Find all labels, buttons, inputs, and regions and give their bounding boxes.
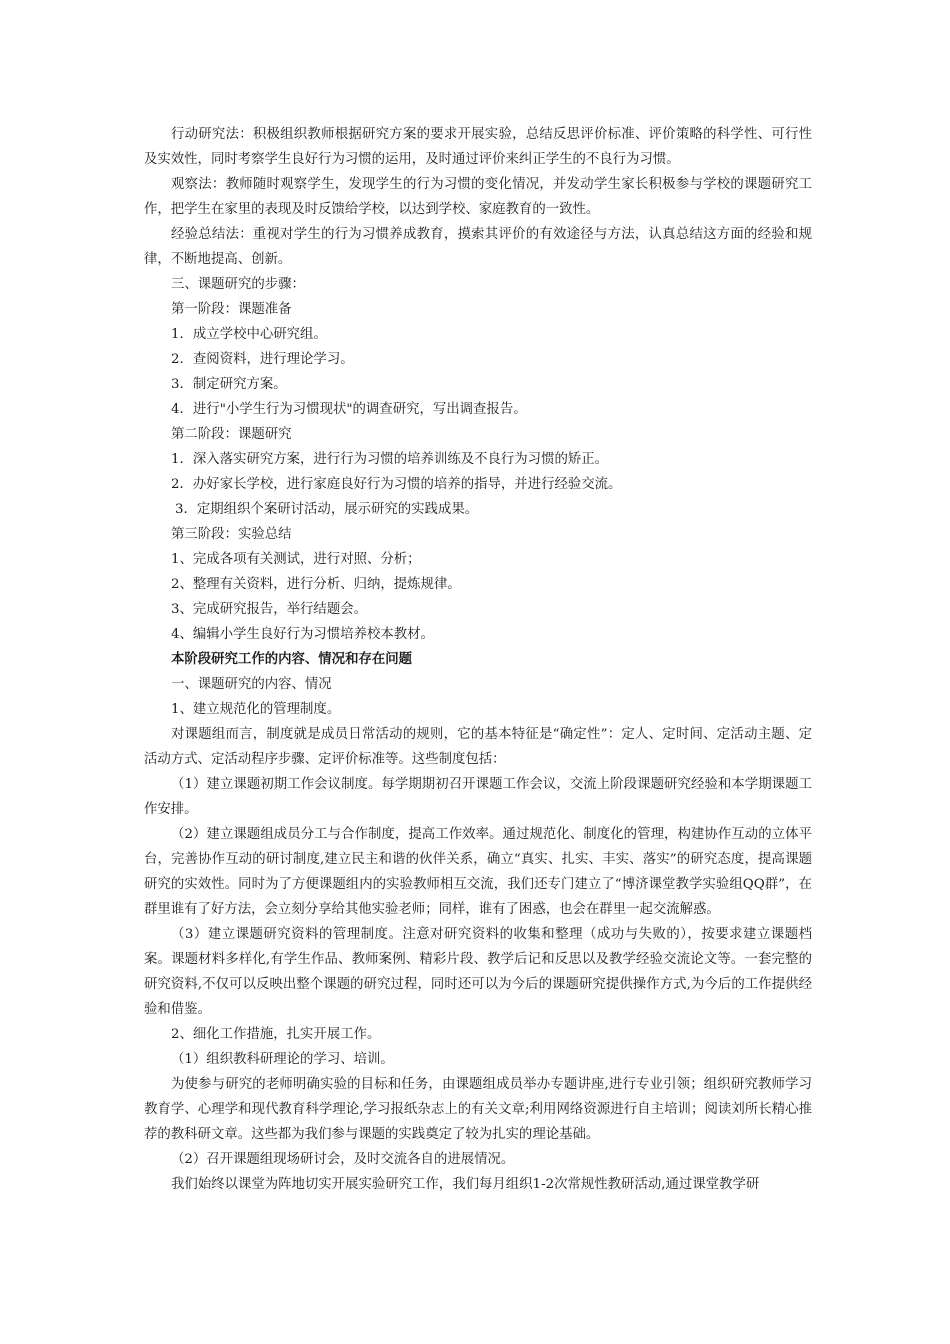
subsection-heading-management: 1、建立规范化的管理制度。	[171, 702, 341, 717]
stage-heading-2: 第二阶段：课题研究	[171, 427, 292, 442]
section-heading-current-stage: 本阶段研究工作的内容、情况和存在问题	[171, 651, 413, 667]
section-heading-steps: 三、课题研究的步骤：	[171, 277, 305, 292]
list-item: 3．定期组织个案研讨活动，展示研究的实践成果。	[175, 502, 479, 517]
subsection-heading-measures: 2、细化工作措施，扎实开展工作。	[171, 1027, 381, 1042]
paragraph-rule-2: （2）建立课题组成员分工与合作制度，提高工作效率。通过规范化、制度化的管理，构建协作互动的立体平台，完善协作互动的研讨制度,建立民主和谐的伙伴关系，确立“真实、扎实、丰实、落实”的研究态度，提高课题研究的实效性。同时为了方便课题组内的实验教师相互交流，我们还专门建立了“博济课堂教学实验组QQ群”，在群里谁有了好方法，会立刻分享给其他实验老师；同样，谁有了困惑，也会在群里一起交流解惑。	[144, 827, 812, 917]
item-heading-seminar: （2）召开课题组现场研讨会，及时交流各自的进展情况。	[171, 1152, 515, 1167]
item-heading-training: （1）组织教科研理论的学习、培训。	[171, 1052, 394, 1067]
paragraph-rule-3: （3）建立课题研究资料的管理制度。注意对研究资料的收集和整理（成功与失败的），按要求建立课题档案。课题材料多样化,有学生作品、教师案例、精彩片段、教学后记和反思以及教学经验交流论文等。一套完整的研究资料,不仅可以反映出整个课题的研究过程，同时还可以为今后的课题研究提供操作方式,为今后的工作提供经验和借鉴。	[144, 927, 812, 1017]
list-item: 1、完成各项有关测试，进行对照、分析；	[171, 552, 421, 567]
list-item: 4、编辑小学生良好行为习惯培养校本教材。	[171, 627, 434, 642]
paragraph-rule-1: （1）建立课题初期工作会议制度。每学期期初召开课题工作会议，交流上阶段课题研究经验和本学期课题工作安排。	[144, 777, 812, 817]
list-item: 2．查阅资料，进行理论学习。	[171, 352, 354, 367]
list-item: 3、完成研究报告，举行结题会。	[171, 602, 367, 617]
paragraph-training: 为使参与研究的老师明确实验的目标和任务，由课题组成员举办专题讲座,进行专业引领；组织研究教师学习教育学、心理学和现代教育科学理论,学习报纸杂志上的有关文章;利用网络资源进行自主培训；阅读刘所长精心推荐的教科研文章。这些都为我们参与课题的实践奠定了较为扎实的理论基础。	[144, 1077, 812, 1142]
subsection-heading-content: 一、课题研究的内容、情况	[171, 677, 332, 692]
stage-heading-1: 第一阶段：课题准备	[171, 302, 292, 317]
paragraph-experience-summary: 经验总结法：重视对学生的行为习惯养成教育，摸索其评价的有效途径与方法，认真总结这方面的经验和规律，不断地提高、创新。	[144, 227, 812, 267]
document-body	[144, 122, 812, 1197]
paragraph-observation: 观察法：教师随时观察学生，发现学生的行为习惯的变化情况，并发动学生家长积极参与学校的课题研究工作，把学生在家里的表现及时反馈给学校，以达到学校、家庭教育的一致性。	[144, 177, 812, 217]
list-item: 4．进行"小学生行为习惯现状"的调查研究，写出调查报告。	[171, 402, 527, 417]
paragraph-rules: 对课题组而言，制度就是成员日常活动的规则，它的基本特征是“确定性”：定人、定时间、定活动主题、定活动方式、定活动程序步骤、定评价标准等。这些制度包括：	[144, 727, 812, 767]
list-item: 2、整理有关资料，进行分析、归纳，提炼规律。	[171, 577, 461, 592]
list-item: 2．办好家长学校，进行家庭良好行为习惯的培养的指导，并进行经验交流。	[171, 477, 622, 492]
paragraph-seminar: 我们始终以课堂为阵地切实开展实验研究工作，我们每月组织1-2次常规性教研活动,通过课堂教学研	[171, 1177, 760, 1192]
list-item: 1．成立学校中心研究组。	[171, 327, 327, 342]
list-item: 3．制定研究方案。	[171, 377, 287, 392]
paragraph-action-research: 行动研究法：积极组织教师根据研究方案的要求开展实验，总结反思评价标准、评价策略的科学性、可行性及实效性，同时考察学生良好行为习惯的运用，及时通过评价来纠正学生的不良行为习惯。	[144, 127, 812, 167]
list-item: 1．深入落实研究方案，进行行为习惯的培养训练及不良行为习惯的矫正。	[171, 452, 609, 467]
stage-heading-3: 第三阶段：实验总结	[171, 527, 292, 542]
